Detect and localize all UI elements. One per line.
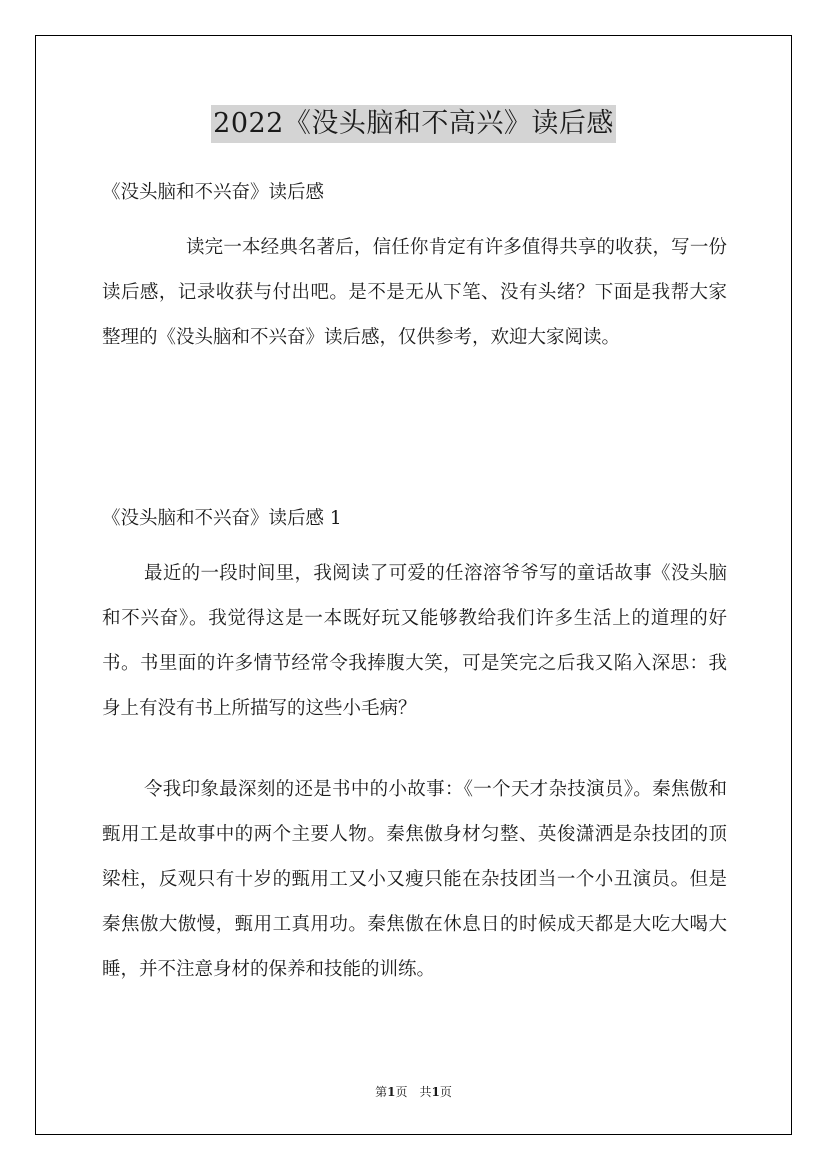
intro-paragraph: 读完一本经典名著后，信任你肯定有许多值得共享的收获，写一份读后感，记录收获与付出吧。是不是无从下笔、没有头绪？下面是我帮大家整理的《没头脑和不兴奋》读后感，仅供参考，欢迎大家阅读。 [102,237,727,348]
footer-page-suffix: 页 [439,1085,452,1099]
body-paragraph: 令我印象最深刻的还是书中的小故事：《一个天才杂技演员》。秦焦傲和甄用工是故事中的两个主要人物。秦焦傲身材匀整、英俊潇洒是杂技团的顶梁柱，反观只有十岁的甄用工又小又瘦只能在杂技团当一个小丑演员。但是秦焦傲大傲慢，甄用工真用功。秦焦傲在休息日的时候成天都是大吃大喝大睡，并不注意身材的保养和技能的训练。 [102,779,727,980]
footer-page-total: 1 [431,1085,440,1099]
subtitle: 《没头脑和不兴奋》读后感 [102,182,325,203]
footer-page-current: 1 [387,1085,396,1099]
document-title-wrapper [0,102,827,143]
body-paragraph: 最近的一段时间里，我阅读了可爱的任溶溶爷爷写的童话故事《没头脑和不兴奋》。我觉得这是一本既好玩又能够教给我们许多生活上的道理的好书。书里面的许多情节经常令我捧腹大笑，可是笑完之后我又陷入深思：我身上有没有书上所描写的这些小毛病？ [102,563,727,719]
document-title: 2022《没头脑和不高兴》读后感 [211,105,616,143]
section-heading: 《没头脑和不兴奋》读后感 1 [102,508,342,529]
footer-page-prefix: 第 [375,1085,388,1099]
page-footer [0,1084,827,1100]
footer-page-mid: 页 共 [395,1085,432,1099]
